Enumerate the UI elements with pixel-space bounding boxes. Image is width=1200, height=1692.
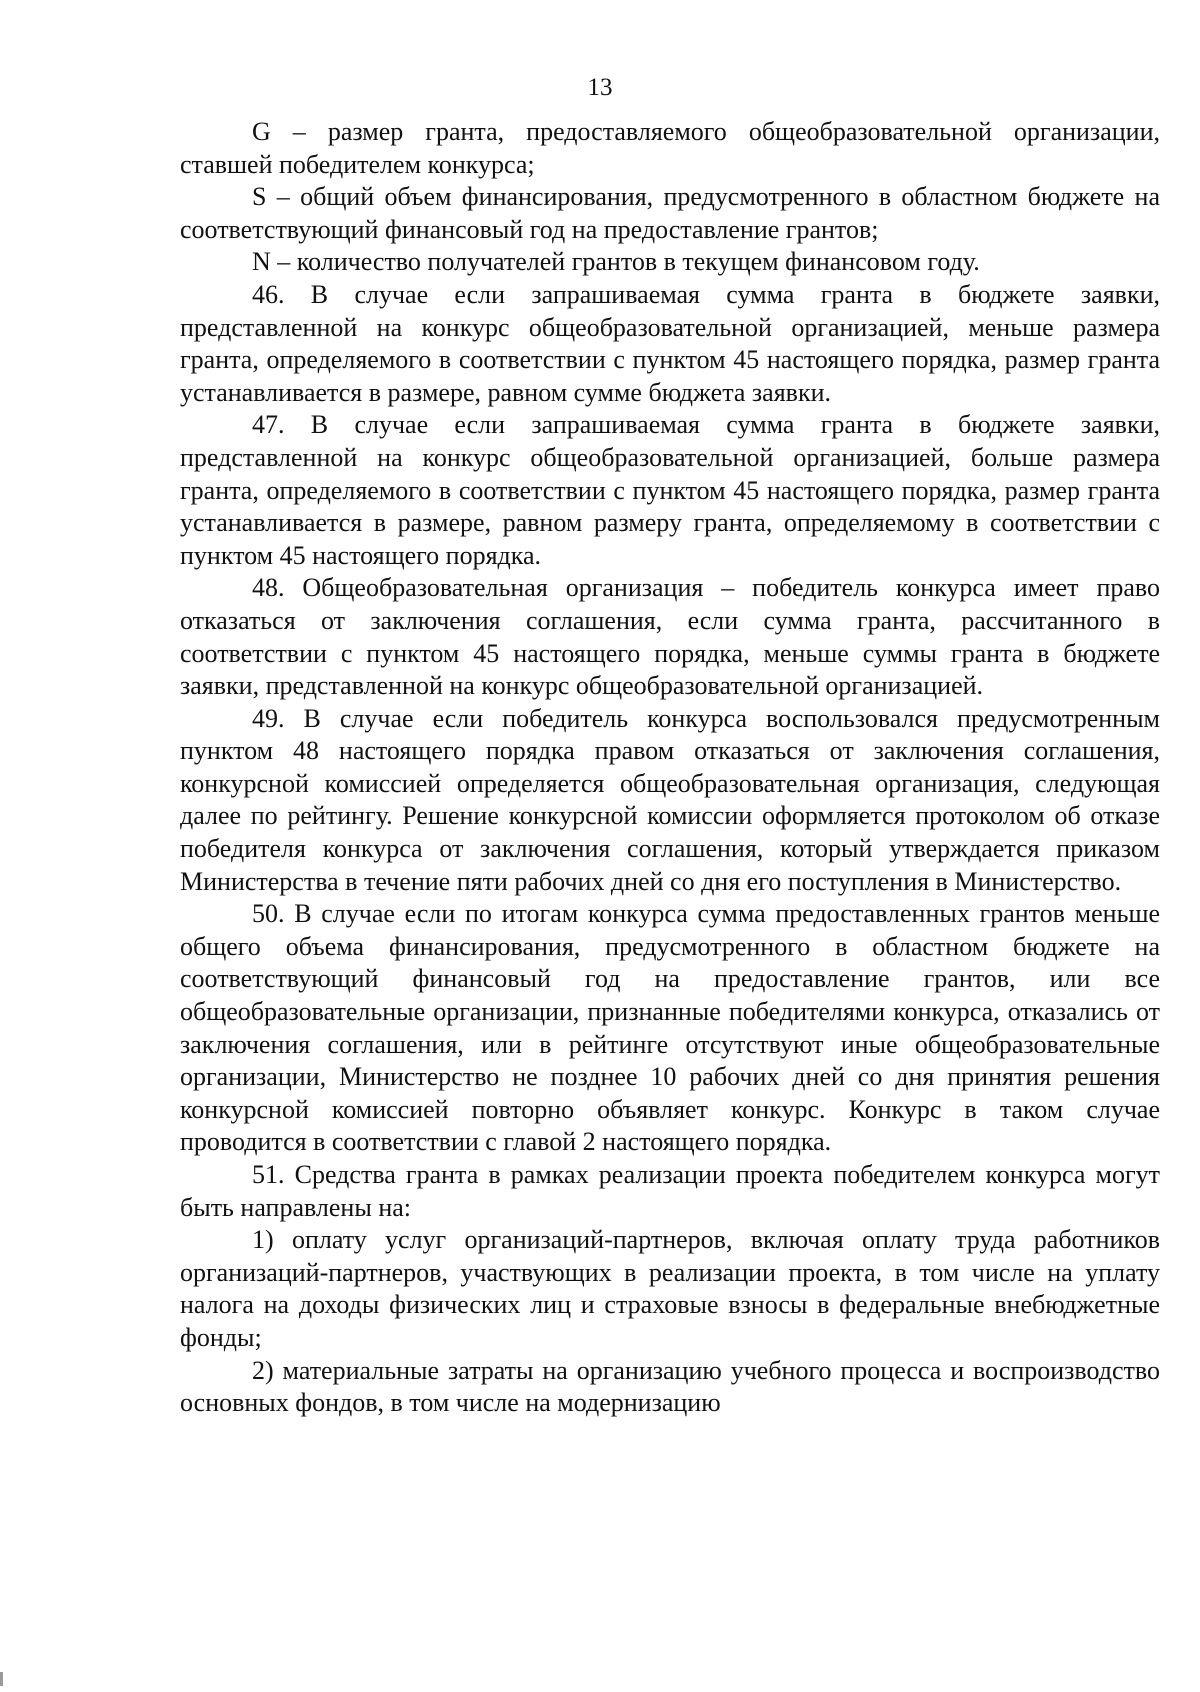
scan-edge-mark: [0, 1672, 3, 1686]
page-number: 13: [587, 74, 613, 101]
paragraph-n-definition: N – количество получателей грантов в текущем финансовом году.: [252, 247, 980, 277]
paragraph-51-item-2: 2) материальные затраты на организацию учебного процесса и воспроизводство основных фондов, в том числе на модернизацию: [180, 1355, 1160, 1418]
paragraph-s-definition: S – общий объем финансирования, предусмотренного в областном бюджете на соответствующий финансовый год на предоставление грантов;: [180, 182, 1160, 244]
paragraph-48: 48. Общеобразовательная организация – победитель конкурса имеет право отказаться от заключения соглашения, если сумма гранта, рассчитанного в соответствии с пунктом 45 настоящего порядка, меньше суммы гранта в бюджете заявки, представленной на конкурс общеобразовательной организацией.: [180, 573, 1160, 701]
document-body: [180, 116, 1160, 1420]
paragraph-g-definition: G – размер гранта, предоставляемого общеобразовательной организации, ставшей победителем конкурса;: [180, 117, 1160, 179]
paragraph-47: 47. В случае если запрашиваемая сумма гранта в бюджете заявки, представленной на конкурс общеобразовательной организацией, больше размера гранта, определяемого в соответствии с пунктом 45 настоящего порядка, размер гранта устанавливается в размере, равном размеру гранта, определяемому в соответствии с пунктом 45 настоящего порядка.: [180, 410, 1160, 570]
paragraph-51-item-1: 1) оплату услуг организаций-партнеров, включая оплату труда работников организаций-партнеров, участвующих в реализации проекта, в том числе на уплату налога на доходы физических лиц и страховые взносы в федеральные внебюджетные фонды;: [180, 1225, 1160, 1352]
paragraph-46: 46. В случае если запрашиваемая сумма гранта в бюджете заявки, представленной на конкурс общеобразовательной организацией, меньше размера гранта, определяемого в соответствии с пунктом 45 настоящего порядка, размер гранта устанавливается в размере, равном сумме бюджета заявки.: [180, 279, 1160, 407]
paragraph-49: 49. В случае если победитель конкурса воспользовался предусмотренным пунктом 48 настоящего порядка правом отказаться от заключения соглашения, конкурсной комиссией определяется общеобразовательная организация, следующая далее по рейтингу. Решение конкурсной комиссии оформляется протоколом об отказе победителя конкурса от заключения соглашения, который утверждается приказом Министерства в течение пяти рабочих дней со дня его поступления в Министерство.: [180, 703, 1160, 896]
paragraph-50: 50. В случае если по итогам конкурса сумма предоставленных грантов меньше общего объема финансирования, предусмотренного в областном бюджете на соответствующий финансовый год на предоставление грантов, или все общеобразовательные организации, признанные победителями конкурса, отказались от заключения соглашения, или в рейтинге отсутствуют иные общеобразовательные организации, Министерство не позднее 10 рабочих дней со дня принятия решения конкурсной комиссией повторно объявляет конкурс. Конкурс в таком случае проводится в соответствии с главой 2 настоящего порядка.: [180, 899, 1160, 1157]
paragraph-51: 51. Средства гранта в рамках реализации проекта победителем конкурса могут быть направлены на:: [180, 1160, 1160, 1222]
